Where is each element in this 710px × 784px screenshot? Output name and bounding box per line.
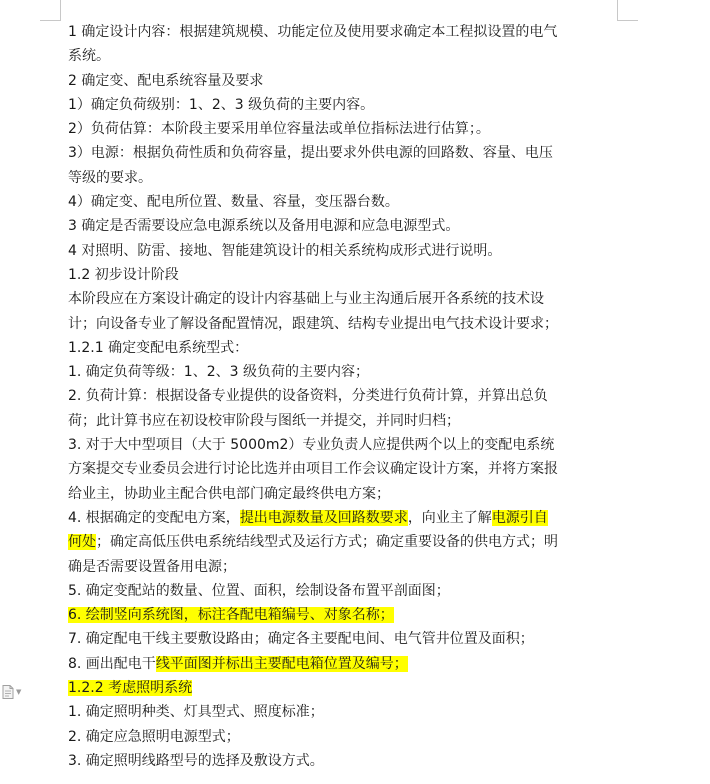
text-line <box>68 482 628 506</box>
highlighted-text: 提出电源数量及回路数要求 <box>239 509 408 526</box>
text-line <box>68 506 628 530</box>
crop-mark-top-left-vertical <box>60 0 61 20</box>
text-line <box>68 20 628 44</box>
highlighted-text: 6. 绘制竖向系统图，标注各配电箱编号、对象名称； <box>68 607 394 624</box>
text-line <box>68 433 628 457</box>
text-line <box>68 457 628 481</box>
margin-document-menu[interactable] <box>2 685 32 699</box>
text-line <box>68 384 628 408</box>
highlighted-text: 何处 <box>68 534 96 551</box>
text-segment: 1. 确定照明种类、灯具型式、照度标准； <box>68 704 324 721</box>
text-segment: 1.2 初步设计阶段 <box>68 266 179 283</box>
text-segment: 2 确定变、配电系统容量及要求 <box>68 72 264 89</box>
highlighted-text: 电源引自 <box>491 509 548 526</box>
text-line <box>68 44 628 68</box>
text-line <box>68 141 628 165</box>
text-line <box>68 166 628 190</box>
text-segment: 2）负荷估算：本阶段主要采用单位容量法或单位指标法进行估算；。 <box>68 121 490 138</box>
text-line <box>68 749 628 773</box>
text-line <box>68 700 628 724</box>
text-segment: 计；向设备专业了解设备配置情况，跟建筑、结构专业提出电气技术设计要求； <box>68 315 558 332</box>
text-segment: 5. 确定变配站的数量、位置、面积，绘制设备布置平剖面图； <box>68 582 450 599</box>
text-segment: 2. 负荷计算：根据设备专业提供的设备资料，分类进行负荷计算，并算出总负 <box>68 388 548 405</box>
text-line <box>68 579 628 603</box>
text-line <box>68 409 628 433</box>
text-segment: 系统。 <box>68 48 110 65</box>
document-comment-icon <box>2 685 14 699</box>
text-segment: 1.2.1 确定变配电系统型式： <box>68 339 249 356</box>
text-line <box>68 287 628 311</box>
text-line <box>68 555 628 579</box>
text-segment: 2. 确定应急照明电源型式； <box>68 728 240 745</box>
text-segment: 确是否需要设置备用电源； <box>68 558 236 575</box>
text-line <box>68 725 628 749</box>
text-line <box>68 93 628 117</box>
text-line <box>68 263 628 287</box>
text-line <box>68 530 628 554</box>
crop-mark-top-left-horizontal <box>40 20 61 21</box>
text-segment: 4）确定变、配电所位置、数量、容量，变压器台数。 <box>68 194 399 211</box>
text-segment: 1 确定设计内容：根据建筑规模、功能定位及使用要求确定本工程拟设置的电气 <box>68 24 558 40</box>
text-line <box>68 360 628 384</box>
text-segment: 3）电源：根据负荷性质和负荷容量，提出要求外供电源的回路数、容量、电压 <box>68 145 553 162</box>
text-segment: ，向业主了解 <box>407 509 492 526</box>
text-segment: 7. 确定配电干线主要敷设路由；确定各主要配电间、电气管井位置及面积； <box>68 631 534 648</box>
text-segment: ；确定高低压供电系统结线型式及运行方式；确定重要设备的供电方式；明 <box>96 534 558 551</box>
text-segment: 8. 画出配电干 <box>68 655 156 672</box>
text-line <box>68 627 628 651</box>
highlighted-text: 1.2.2 考虑照明系统 <box>68 680 193 697</box>
highlighted-text: 线平面图并标出主要配电箱位置及编号； <box>155 655 408 672</box>
text-line <box>68 190 628 214</box>
text-segment: 3. 确定照明线路型号的选择及敷设方式。 <box>68 752 324 769</box>
text-segment: 等级的要求。 <box>68 169 152 186</box>
text-segment: 1）确定负荷级别：1、2、3 级负荷的主要内容。 <box>68 96 375 113</box>
text-line <box>68 69 628 93</box>
text-line <box>68 239 628 263</box>
text-line <box>68 117 628 141</box>
text-line <box>68 312 628 336</box>
text-line <box>68 336 628 360</box>
text-segment: 方案提交专业委员会进行讨论比选并由项目工作会议确定设计方案，并将方案报 <box>68 461 558 478</box>
text-segment: 1. 确定负荷等级：1、2、3 级负荷的主要内容； <box>68 364 369 381</box>
chevron-down-icon: ▼ <box>16 687 22 696</box>
text-segment: 3. 对于大中型项目（大于 5000m2）专业负责人应提供两个以上的变配电系统 <box>68 437 555 454</box>
text-segment: 本阶段应在方案设计确定的设计内容基础上与业主沟通后展开各系统的技术设 <box>68 291 544 308</box>
document-body[interactable] <box>68 20 628 773</box>
text-line <box>68 652 628 676</box>
text-segment: 给业主，协助业主配合供电部门确定最终供电方案； <box>68 485 390 502</box>
text-segment: 4. 根据确定的变配电方案， <box>68 509 240 526</box>
text-segment: 4 对照明、防雷、接地、智能建筑设计的相关系统构成形式进行说明。 <box>68 242 502 259</box>
text-line <box>68 214 628 238</box>
text-line <box>68 676 628 700</box>
crop-mark-top-right-vertical <box>617 0 618 20</box>
text-line <box>68 603 628 627</box>
text-segment: 荷；此计算书应在初设校审阶段与图纸一并提交，并同时归档； <box>68 412 460 429</box>
text-segment: 3 确定是否需要设应急电源系统以及备用电源和应急电源型式。 <box>68 218 460 235</box>
